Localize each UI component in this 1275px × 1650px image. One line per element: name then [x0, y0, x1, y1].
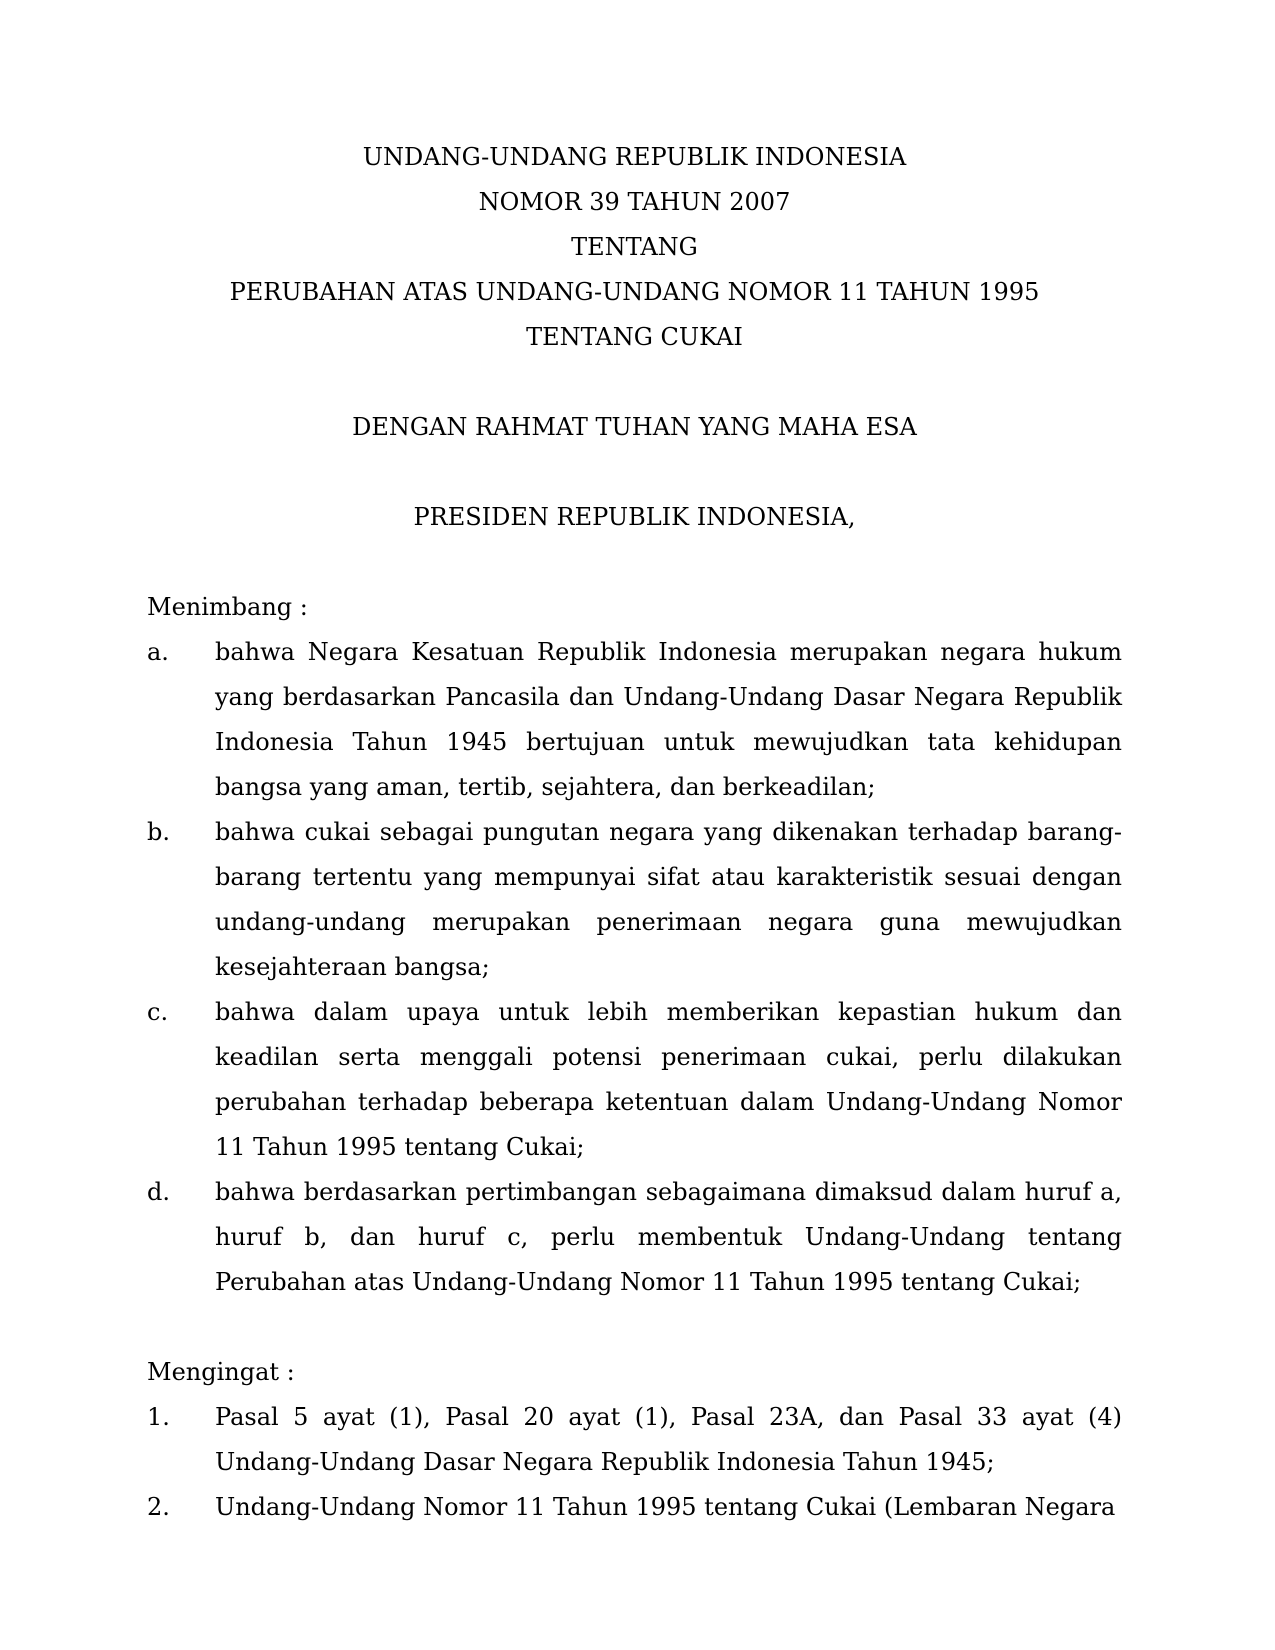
document-title-block	[147, 135, 1122, 360]
list-item-marker: d.	[147, 1178, 170, 1206]
recalling-item-2	[147, 1485, 1122, 1530]
list-item-marker: a.	[147, 638, 169, 666]
title-line-country: UNDANG-UNDANG REPUBLIK INDONESIA	[362, 143, 907, 171]
spacer	[147, 360, 1122, 405]
list-item-text: bahwa berdasarkan pertimbangan sebagaimana dimaksud dalam huruf a, huruf b, dan huruf c, perlu membentuk Undang-Undang tentang Perubahan atas Undang-Undang Nomor 11 Tahun 1995 tentang Cukai;	[215, 1178, 1122, 1296]
list-item-text: bahwa Negara Kesatuan Republik Indonesia merupakan negara hukum yang berdasarkan Pancasila dan Undang-Undang Dasar Negara Republik Indonesia Tahun 1945 bertujuan untuk mewujudkan tata kehidupan bangsa yang aman, tertib, sejahtera, dan berkeadilan;	[215, 638, 1122, 801]
list-item-marker: 2.	[147, 1493, 170, 1521]
list-item-marker: b.	[147, 818, 170, 846]
recalling-label: Mengingat :	[147, 1358, 295, 1386]
considering-item-c	[147, 990, 1122, 1170]
recalling-item-1	[147, 1395, 1122, 1485]
list-item-text: bahwa cukai sebagai pungutan negara yang dikenakan terhadap barang-barang tertentu yang mempunyai sifat atau karakteristik sesuai dengan undang-undang merupakan penerimaan negara guna mewujudkan kesejahteraan bangsa;	[215, 818, 1122, 981]
title-line-subject: PERUBAHAN ATAS UNDANG-UNDANG NOMOR 11 TAHUN 1995	[229, 278, 1040, 306]
considering-item-d	[147, 1170, 1122, 1305]
spacer	[147, 540, 1122, 585]
title-line-subject-2: TENTANG CUKAI	[526, 323, 743, 351]
invocation-line: DENGAN RAHMAT TUHAN YANG MAHA ESA	[352, 413, 917, 441]
list-item-text: Undang-Undang Nomor 11 Tahun 1995 tentang Cukai (Lembaran Negara	[215, 1493, 1116, 1521]
spacer	[147, 1305, 1122, 1350]
title-line-tentang: TENTANG	[571, 233, 698, 261]
considering-item-b	[147, 810, 1122, 990]
title-line-number-year: NOMOR 39 TAHUN 2007	[478, 188, 791, 216]
considering-label: Menimbang :	[147, 593, 308, 621]
salutation-line: PRESIDEN REPUBLIK INDONESIA,	[413, 503, 856, 531]
list-item-text: Pasal 5 ayat (1), Pasal 20 ayat (1), Pasal 23A, dan Pasal 33 ayat (4) Undang-Undang Dasar Negara Republik Indonesia Tahun 1945;	[215, 1403, 1122, 1476]
list-item-marker: 1.	[147, 1403, 170, 1431]
list-item-text: bahwa dalam upaya untuk lebih memberikan kepastian hukum dan keadilan serta menggali potensi penerimaan cukai, perlu dilakukan perubahan terhadap beberapa ketentuan dalam Undang-Undang Nomor 11 Tahun 1995 tentang Cukai;	[215, 998, 1122, 1161]
list-item-marker: c.	[147, 998, 169, 1026]
considering-item-a	[147, 630, 1122, 810]
spacer	[147, 450, 1122, 495]
